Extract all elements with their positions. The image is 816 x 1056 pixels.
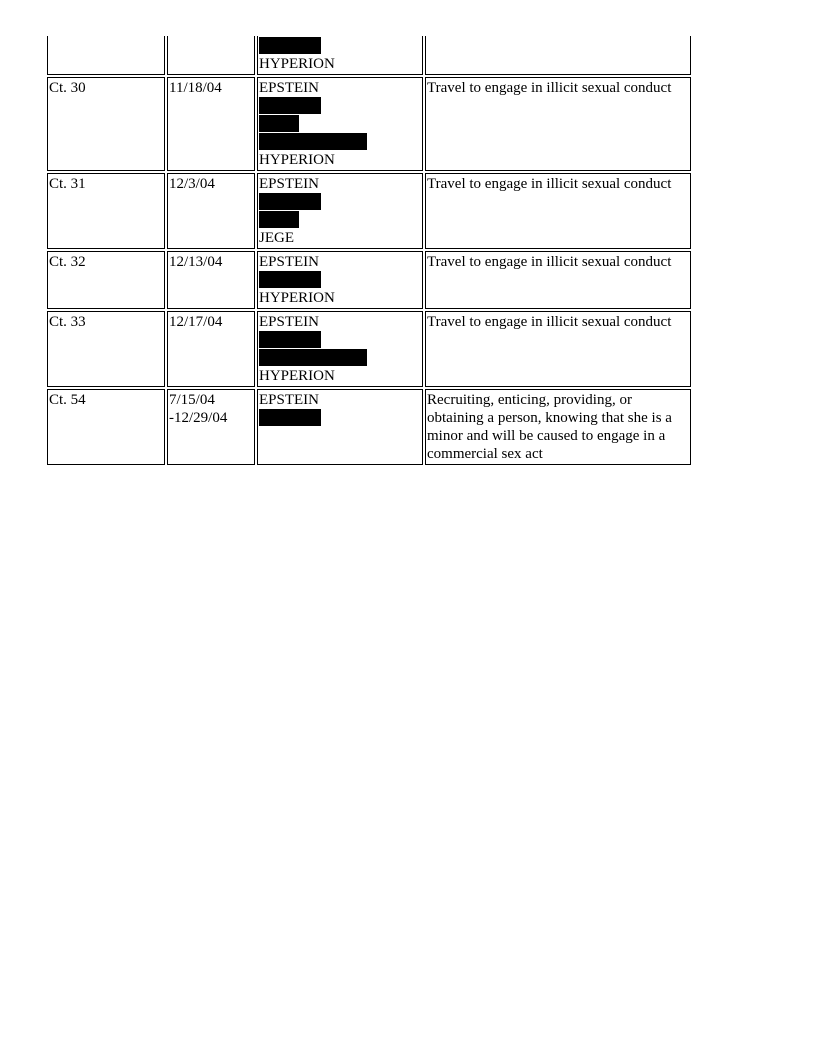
redaction-bar	[259, 331, 321, 348]
table-row	[47, 173, 691, 249]
redaction-bar	[259, 193, 321, 210]
date-end: -12/29/04	[169, 410, 228, 426]
redaction-bar	[259, 115, 299, 132]
offense-cell: Recruiting, enticing, providing, or obtaining a person, knowing that she is a minor and will be caused to engage in a commercial sex act	[425, 389, 691, 465]
defendant-name: EPSTEIN	[259, 392, 319, 408]
date-start: 7/15/04	[169, 392, 215, 408]
count-cell: Ct. 33	[47, 311, 165, 387]
defendants-cell	[257, 311, 423, 387]
count-cell	[47, 36, 165, 75]
redaction-bar	[259, 37, 321, 54]
table-row	[47, 389, 691, 465]
table-row	[47, 311, 691, 387]
defendants-cell	[257, 251, 423, 309]
count-cell: Ct. 32	[47, 251, 165, 309]
redaction-bar	[259, 97, 321, 114]
redaction-bar	[259, 409, 321, 426]
date-cell: 12/17/04	[167, 311, 255, 387]
defendant-name: EPSTEIN	[259, 254, 319, 270]
defendant-name: JEGE	[259, 230, 294, 246]
table-row	[47, 77, 691, 171]
defendant-name: HYPERION	[259, 290, 335, 306]
defendant-name: HYPERION	[259, 368, 335, 384]
redaction-bar	[259, 349, 367, 366]
defendants-cell	[257, 77, 423, 171]
defendant-name: EPSTEIN	[259, 176, 319, 192]
defendants-cell	[257, 36, 423, 75]
offense-cell: Travel to engage in illicit sexual conduct	[425, 77, 691, 171]
offense-cell: Travel to engage in illicit sexual conduct	[425, 251, 691, 309]
count-cell: Ct. 54	[47, 389, 165, 465]
date-cell: 12/3/04	[167, 173, 255, 249]
date-cell: 11/18/04	[167, 77, 255, 171]
redaction-bar	[259, 133, 367, 150]
table-row	[47, 36, 691, 75]
date-cell	[167, 36, 255, 75]
table-row	[47, 251, 691, 309]
defendants-cell	[257, 173, 423, 249]
offense-cell: Travel to engage in illicit sexual conduct	[425, 173, 691, 249]
date-cell	[167, 389, 255, 465]
offense-cell: Travel to engage in illicit sexual conduct	[425, 311, 691, 387]
defendant-name: EPSTEIN	[259, 80, 319, 96]
redaction-bar	[259, 271, 321, 288]
defendant-name: HYPERION	[259, 152, 335, 168]
offense-cell	[425, 36, 691, 75]
count-cell: Ct. 31	[47, 173, 165, 249]
defendant-name: HYPERION	[259, 56, 335, 72]
redaction-bar	[259, 211, 299, 228]
counts-table	[47, 36, 691, 467]
count-cell: Ct. 30	[47, 77, 165, 171]
defendants-cell	[257, 389, 423, 465]
defendant-name: EPSTEIN	[259, 314, 319, 330]
date-cell: 12/13/04	[167, 251, 255, 309]
